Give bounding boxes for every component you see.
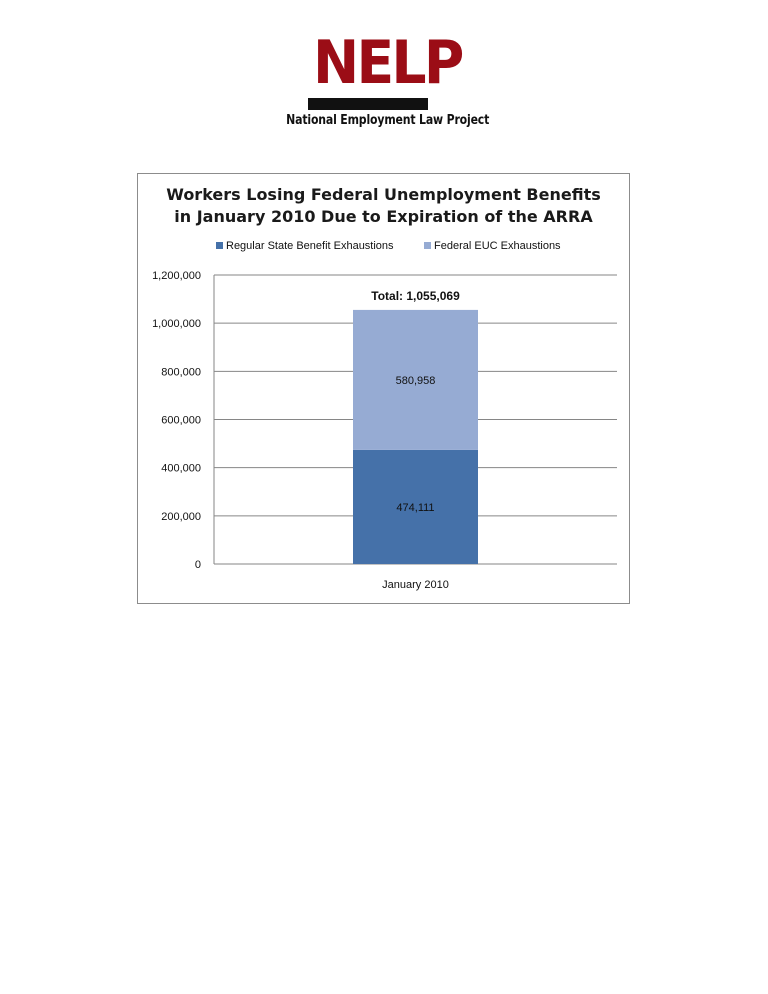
chart-title-line-2: in January 2010 Due to Expiration of the ARRA: [174, 207, 593, 226]
data-label: 474,111: [396, 501, 435, 514]
x-tick-label: January 2010: [382, 579, 449, 591]
legend-label: Regular State Benefit Exhaustions: [226, 240, 394, 252]
nelp-logo: [270, 28, 490, 130]
y-tick-label: 1,200,000: [152, 270, 201, 282]
logo-bar: [308, 98, 428, 110]
logo-wordmark: NELP: [313, 28, 462, 98]
y-tick-label: 400,000: [161, 462, 201, 475]
y-tick-label: 600,000: [161, 414, 201, 427]
legend-swatch: [424, 242, 431, 249]
chart-svg: [138, 174, 629, 603]
y-tick-label: 1,000,000: [152, 318, 201, 331]
chart-frame: [137, 173, 630, 604]
data-label: 580,958: [395, 374, 436, 387]
y-tick-label: 200,000: [161, 510, 201, 523]
chart-title-line-1: Workers Losing Federal Unemployment Benefits: [166, 185, 601, 204]
legend-label: Federal EUC Exhaustions: [434, 240, 561, 252]
legend-swatch: [216, 242, 223, 249]
total-label: Total: 1,055,069: [371, 288, 460, 303]
logo-subtitle: National Employment Law Project: [286, 113, 490, 128]
y-tick-label: 800,000: [161, 366, 201, 379]
y-tick-label: 0: [194, 559, 201, 571]
